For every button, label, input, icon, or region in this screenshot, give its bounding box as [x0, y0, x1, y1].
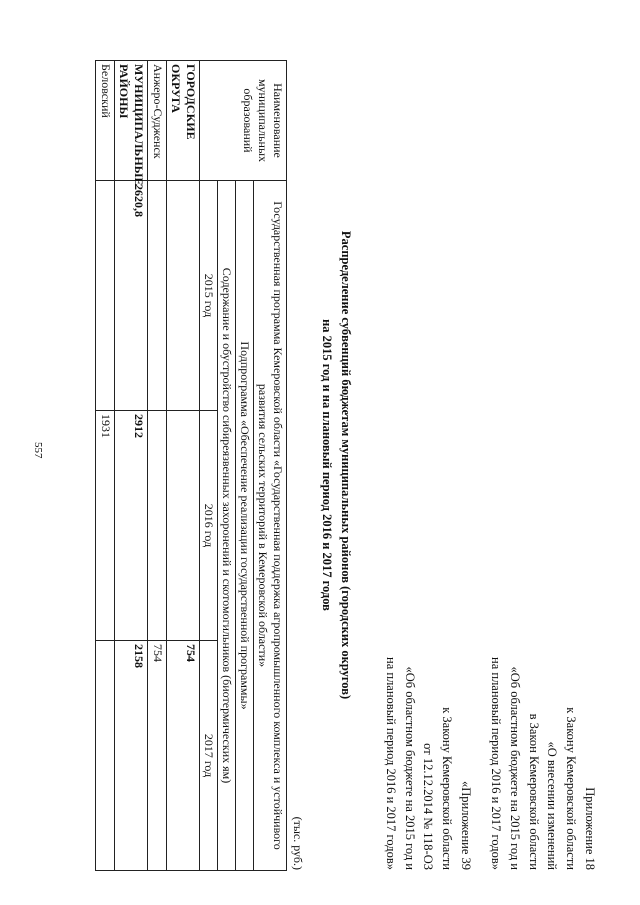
- value-2016: 1931: [96, 411, 115, 641]
- table-row: [96, 61, 115, 871]
- year-header-2015: 2015 год: [200, 181, 218, 411]
- table-row: [167, 61, 200, 871]
- row-name: Беловский: [96, 61, 115, 181]
- name-header: Наименование муниципальных образований: [200, 61, 287, 181]
- annex-39-line: на плановый период 2016 и 2017 годов»: [384, 657, 398, 870]
- annex-18-block: [487, 657, 600, 870]
- value-2017: 2158: [115, 641, 148, 871]
- annex-18-line: в Закон Кемеровской области: [526, 713, 541, 870]
- item-header: Содержание и обустройство сибиреязвенных захоронений и скотомогильников (биотермических ям): [218, 181, 236, 871]
- annex-39-line: к Закону Кемеровской области: [440, 707, 455, 870]
- unit-label: (тыс. руб.): [291, 816, 305, 870]
- annex-39-block: [381, 657, 475, 870]
- annex-18-line: Приложение 18: [583, 787, 597, 870]
- title-line: на 2015 год и на плановый период 2016 и 2017 годов: [320, 319, 335, 611]
- row-name: Анжеро-Судженск: [148, 61, 167, 181]
- annex-18-line: «Об областном бюджете на 2015 год и: [508, 666, 522, 870]
- rotated-page: [50, 50, 605, 880]
- value-2016: 2912: [115, 411, 148, 641]
- annex-39-line: от 12.12.2014 № 118-ОЗ: [421, 743, 436, 870]
- value-2016: [167, 411, 200, 641]
- value-2015: [167, 181, 200, 411]
- subvention-table: [95, 60, 287, 871]
- title-line: Распределение субвенций бюджетам муниципальных районов (городских округов): [339, 230, 353, 700]
- annex-39-line: «Об областном бюджете на 2015 год и: [402, 666, 417, 870]
- annex-18-line: к Закону Кемеровской области: [564, 707, 579, 870]
- page-number: 557: [32, 442, 44, 459]
- value-2017: 754: [148, 641, 167, 871]
- row-name: ГОРОДСКИЕ ОКРУГА: [167, 61, 200, 181]
- document-sheet: [50, 50, 605, 880]
- annex-18-line: «О внесении изменений: [545, 741, 560, 870]
- value-2015: [96, 181, 115, 411]
- annex-18-line: на плановый период 2016 и 2017 годов»: [489, 657, 504, 870]
- value-2015: [148, 181, 167, 411]
- row-name: МУНИЦИПАЛЬНЫЕ РАЙОНЫ: [115, 61, 148, 181]
- table-row: [115, 61, 148, 871]
- value-2015: 2620,8: [115, 181, 148, 411]
- value-2016: [148, 411, 167, 641]
- program-header: Государственная программа Кемеровской области «Государственная поддержка агропромышленного комплекса и устойчивого развития сельских территорий в Кемеровской области»: [254, 181, 287, 871]
- document-title: [318, 50, 356, 880]
- annex-39-line: «Приложение 39: [459, 781, 473, 870]
- subprogram-header: Подпрограмма «Обеспечение реализации государственной программы»: [236, 181, 254, 871]
- table-row: [148, 61, 167, 871]
- value-2017: 754: [167, 641, 200, 871]
- year-header-2016: 2016 год: [200, 411, 218, 641]
- year-header-2017: 2017 год: [200, 641, 218, 871]
- value-2017: [96, 641, 115, 871]
